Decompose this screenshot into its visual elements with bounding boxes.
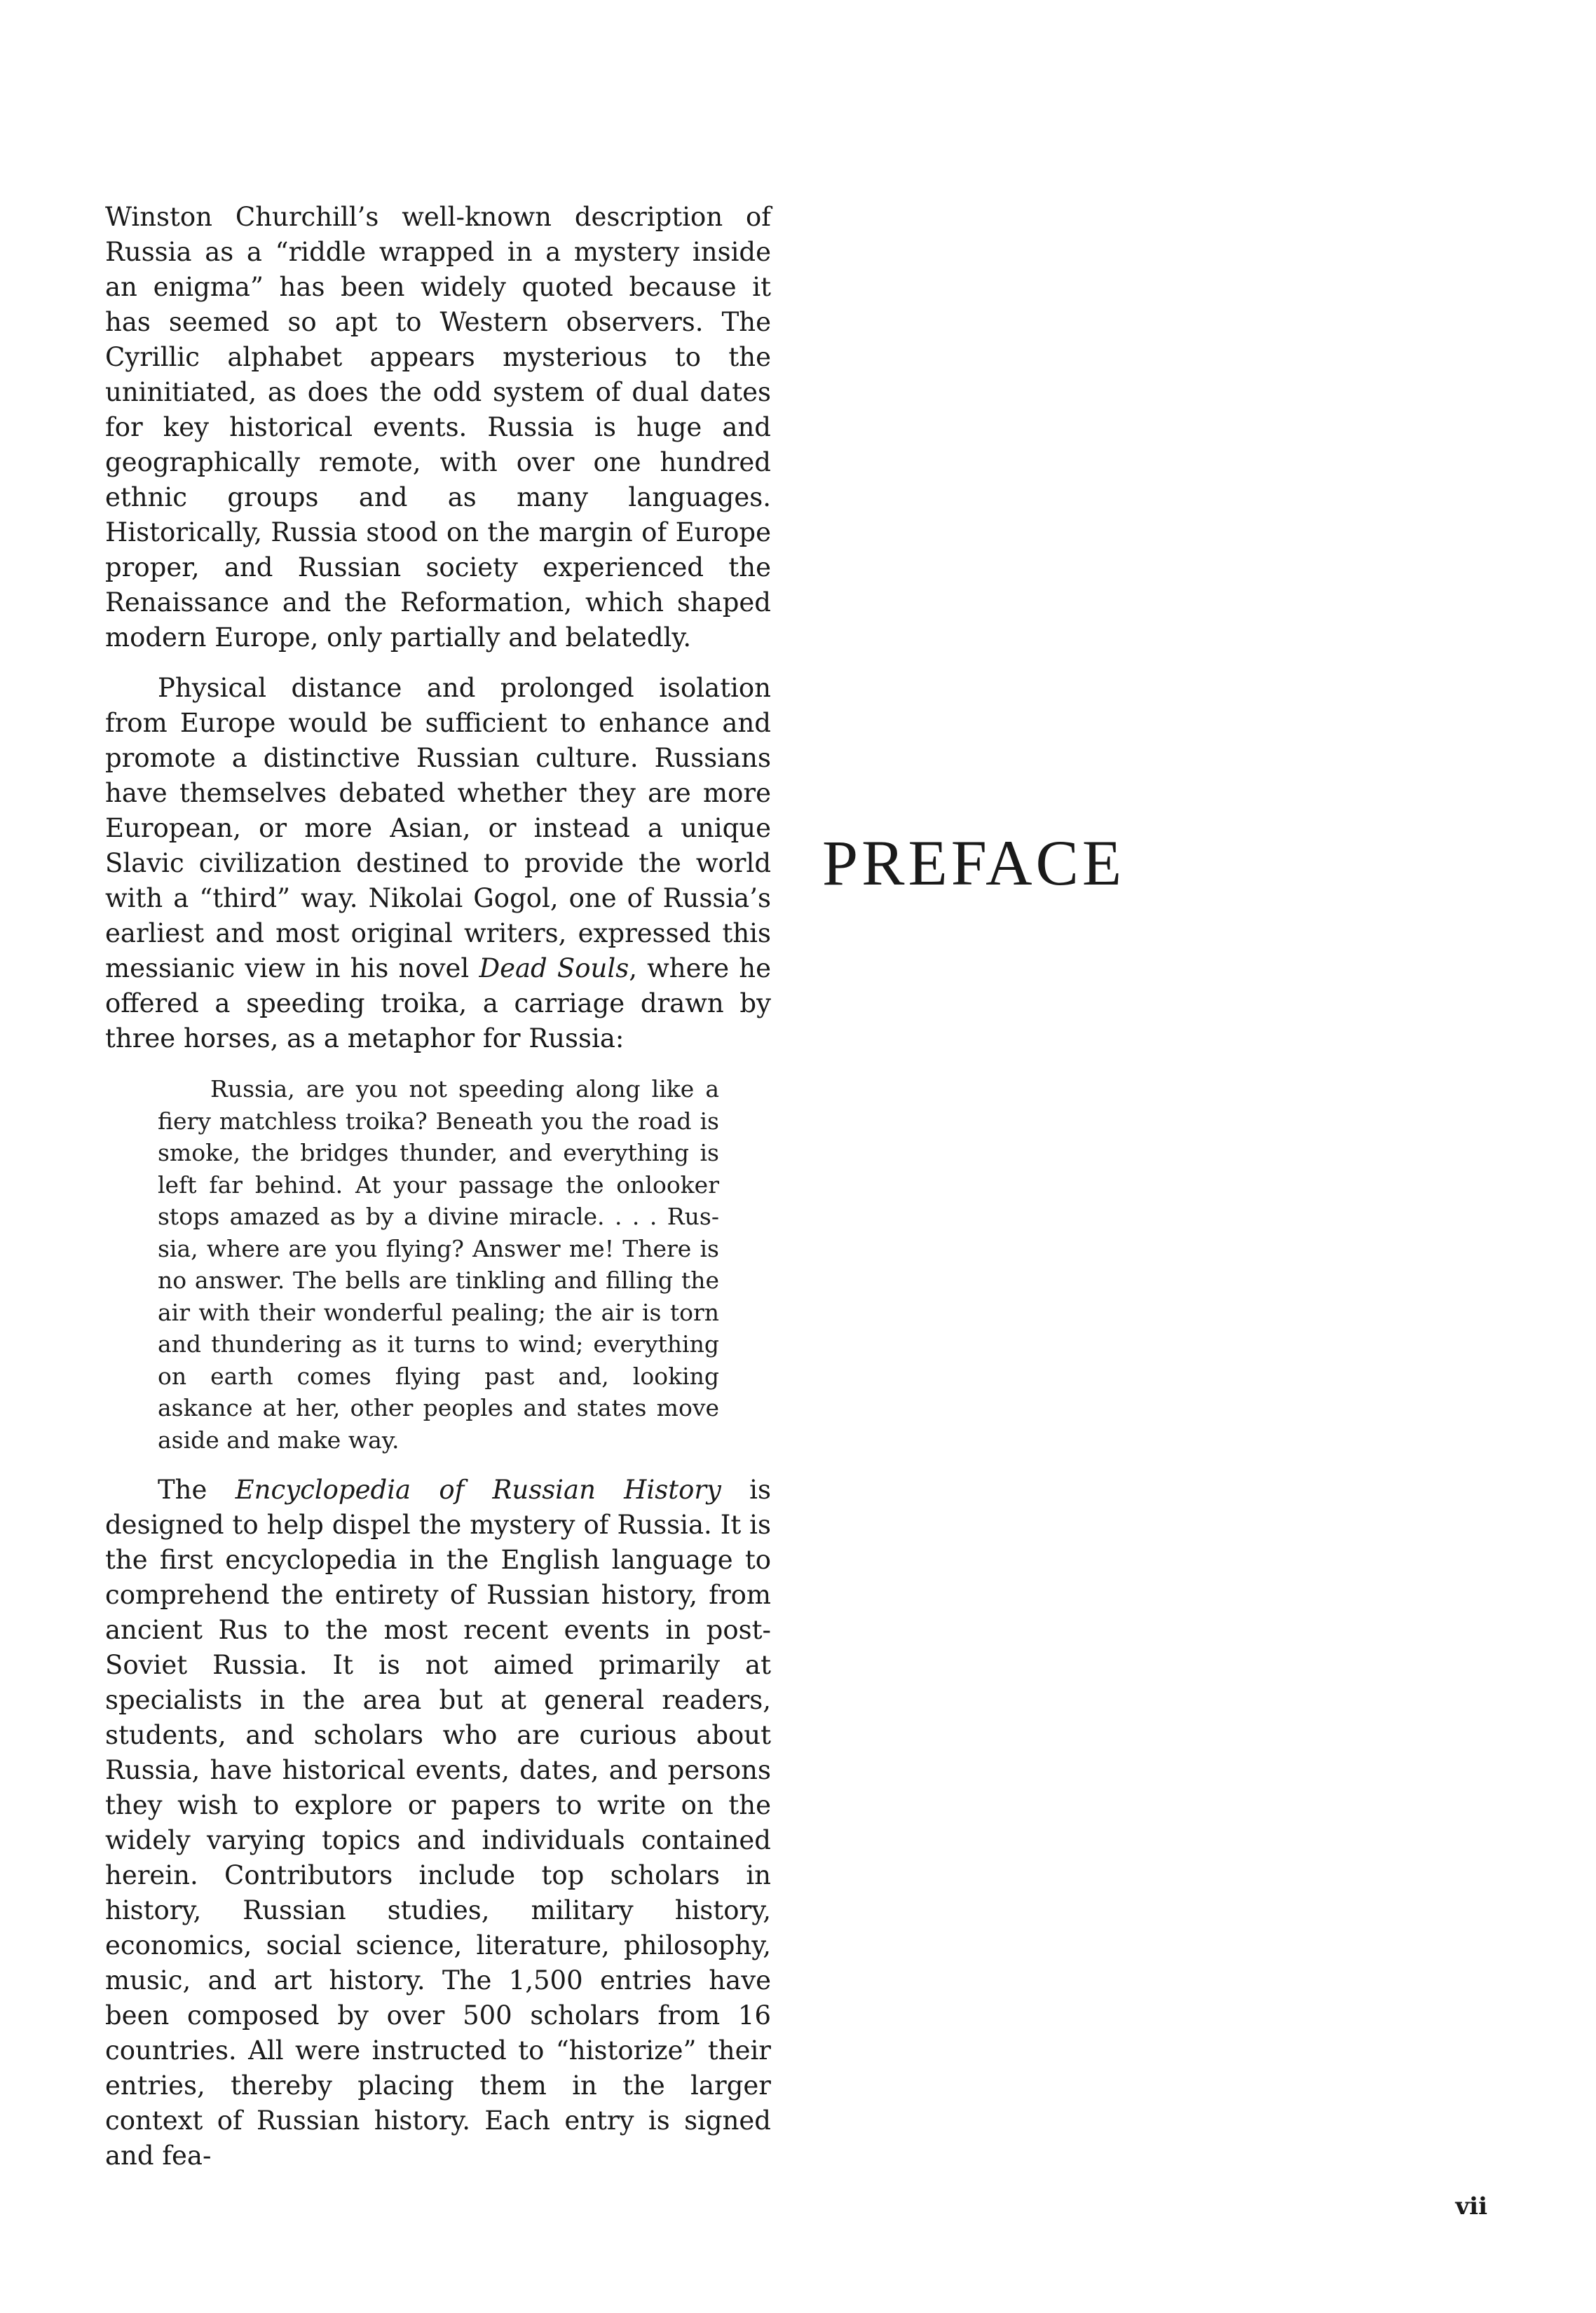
book-title-encyclopedia: Encyclopedia of Russian History — [235, 1475, 721, 1505]
paragraph-encyclopedia — [105, 1473, 771, 2174]
paragraph-gogol-text-end: , where he offered a speeding troika, a carriage drawn by three horses, as a metaphor for Russia: — [105, 953, 771, 1053]
page-number: vii — [1455, 2192, 1487, 2220]
block-quote-text: Russia, are you not speeding along like a fiery matchless troika? Beneath you the road is smoke, the bridges thunder, and everything is left far behind. At your passage the onlooker stops amazed as by a divine miracle. . . . Russia, where are you flying? Answer me! There is no answer. The bells are tinkling and filling the air with their wonderful pealing; the air is torn and thundering as it turns to wind; everything on earth comes flying past and, looking askance at her, other peoples and states move aside and make way. — [158, 1075, 719, 1454]
paragraph-churchill: Winston Churchill’s well-known description of Russia as a “riddle wrapped in a mystery inside an enigma” has been widely quoted because it has seemed so apt to Western observers. The Cyrillic alphabet appears mysterious to the uninitiated, as does the odd system of dual dates for key historical events. Russia is huge and geographically remote, with over one hundred ethnic groups and as many languages. Historically, Russia stood on the margin of Europe proper, and Russian society experienced the Renaissance and the Reformation, which shaped modern Europe, only partially and belatedly. — [105, 202, 771, 653]
paragraph-encyclopedia-text: The — [158, 1475, 236, 1505]
block-quote-troika — [158, 1073, 719, 1456]
page-title: PREFACE — [822, 827, 1126, 899]
paragraph-gogol — [105, 671, 771, 1056]
book-title-dead-souls: Dead Souls — [479, 953, 629, 983]
body-text-column — [105, 200, 771, 2174]
paragraph-gogol-text: Physical distance and prolonged isolation from Europe would be sufficient to enhance and promote a distinctive Russian culture. Russians have themselves debated whether they are more European, or more Asian, or instead a unique Slavic civilization destined to provide the world with a “third” way. Nikolai Gogol, one of Russia’s earliest and most original writers, expressed this messianic view in his novel — [105, 673, 771, 983]
paragraph-encyclopedia-text-end: is designed to help dispel the mystery of Russia. It is the first encyclopedia in the English language to comprehend the entirety of Russian history, from ancient Rus to the most recent events in post-Soviet Russia. It is not aimed primarily at specialists in the area but at general readers, students, and scholars who are curious about Russia, have historical events, dates, and persons they wish to explore or papers to write on the widely varying topics and individuals contained herein. Contributors include top scholars in history, Russian studies, military history, economics, social science, literature, philosophy, music, and art history. The 1,500 entries have been composed by over 500 scholars from 16 countries. All were instructed to “historize” their entries, thereby placing them in the larger context of Russian history. Each entry is signed and fea- — [105, 1475, 771, 2171]
